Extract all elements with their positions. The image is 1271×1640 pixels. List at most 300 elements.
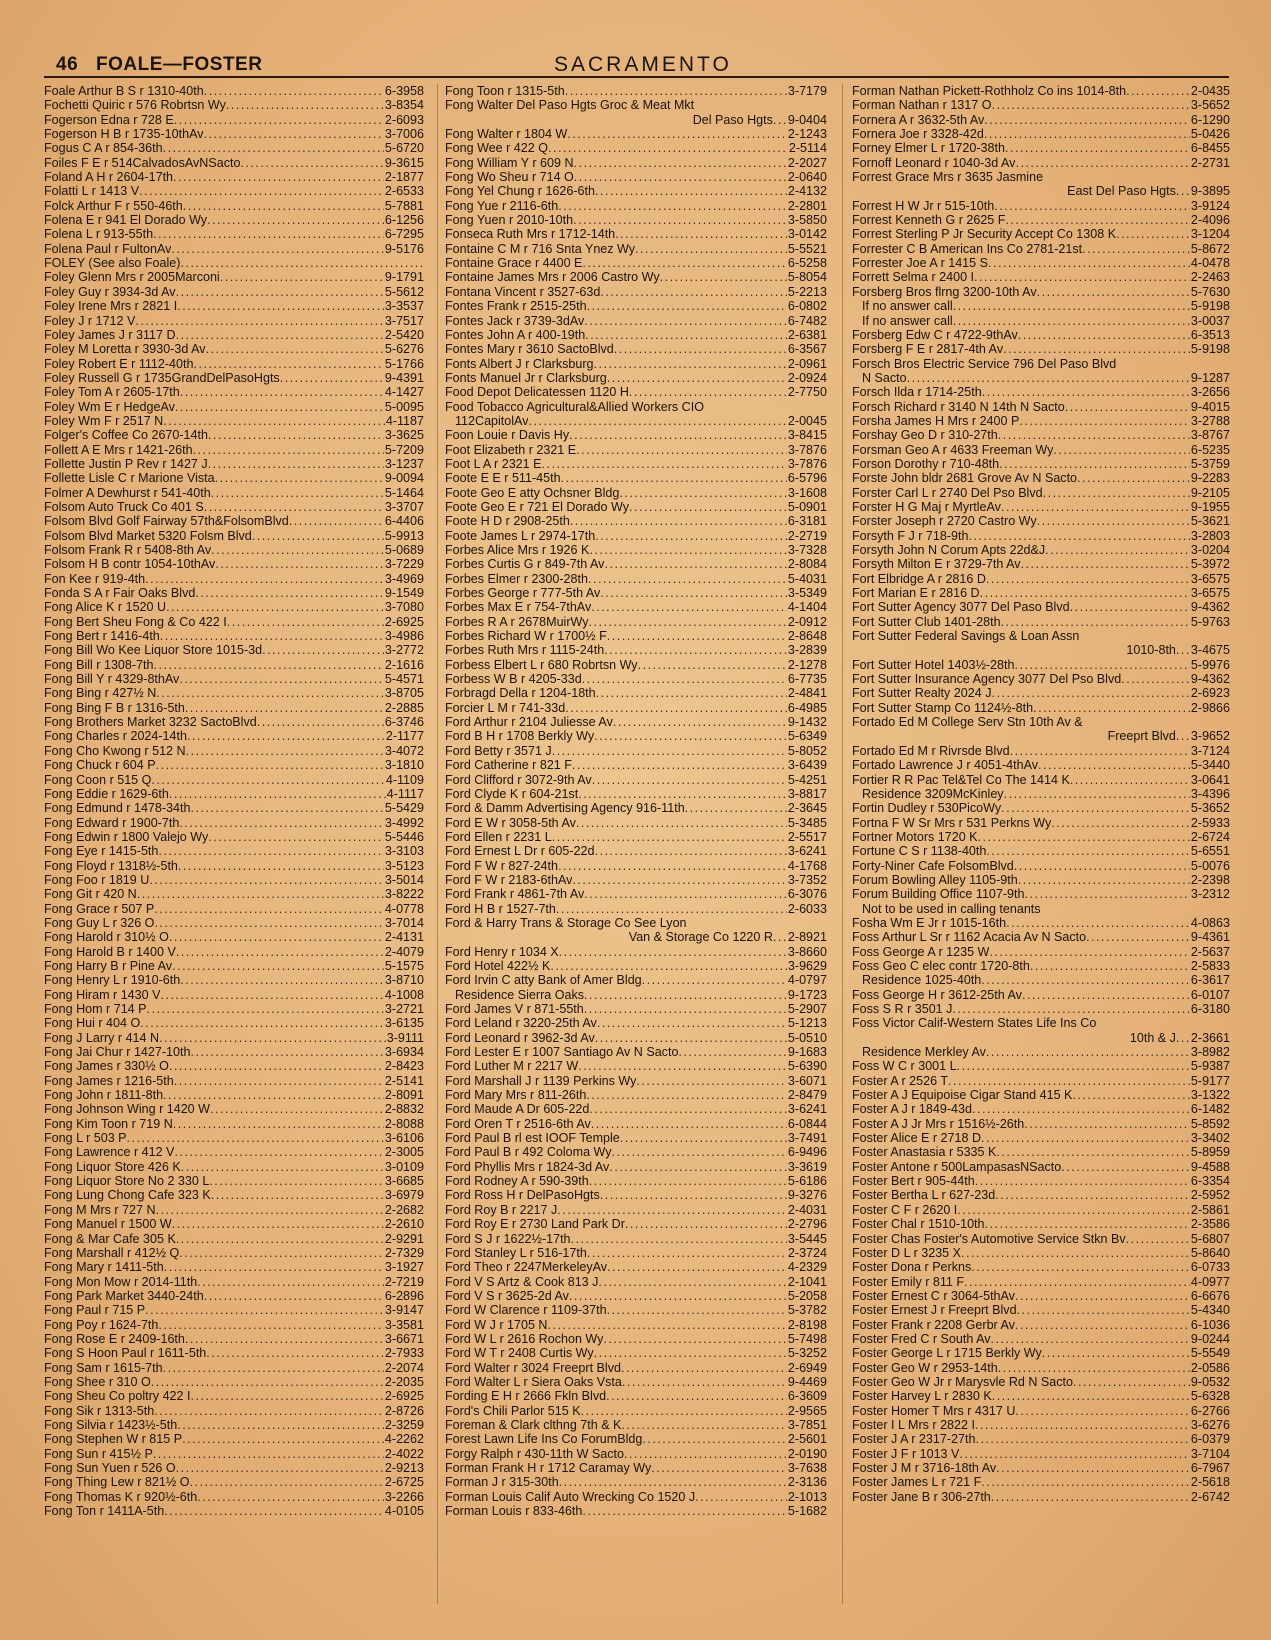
phone-number: 3-8710	[384, 973, 424, 988]
listing-entry	[445, 457, 827, 471]
leader-dots	[629, 500, 787, 514]
leader-dots	[145, 1303, 384, 1317]
leader-dots	[187, 729, 385, 743]
listing-entry	[852, 787, 1230, 801]
leader-dots	[208, 428, 384, 442]
listing-entry	[445, 184, 827, 198]
listing-name: Fong Shee r 310 O	[44, 1374, 151, 1389]
leader-dots	[582, 1504, 787, 1518]
listing-entry	[852, 428, 1230, 442]
listing-name: Fontaine James Mrs r 2006 Castro Wy	[445, 270, 660, 285]
leader-dots	[552, 744, 787, 758]
listing-entry	[852, 127, 1230, 141]
listing-entry	[445, 443, 827, 457]
phone-number: 4-0478	[1190, 256, 1230, 271]
leader-dots	[1024, 1117, 1190, 1131]
listing-entry	[445, 400, 827, 414]
listing-entry	[44, 270, 424, 284]
leader-dots	[584, 314, 787, 328]
phone-number: 9-0244	[1190, 1331, 1230, 1346]
listing-name: Foster George L r 1715 Berkly Wy	[852, 1346, 1042, 1361]
phone-number: 6-7735	[787, 672, 827, 687]
listing-name: Forbes Elmer r 2300-28th	[445, 571, 588, 586]
leader-dots	[968, 529, 1189, 543]
phone-number: 2-5618	[1190, 1475, 1230, 1490]
phone-number: 4-0863	[1190, 915, 1230, 930]
listing-entry	[852, 1045, 1230, 1059]
leader-dots	[972, 1102, 1190, 1116]
phone-number: 6-3958	[384, 84, 424, 98]
listing-name: Ford S J r 1622½-17th	[445, 1231, 571, 1246]
listing-name: Foley Russell G r 1735GrandDelPasoHgts	[44, 370, 280, 385]
listing-name: Ford Rodney A r 590-39th	[445, 1174, 589, 1189]
listing-entry	[445, 816, 827, 830]
listing-entry	[44, 1475, 424, 1489]
phone-number: 6-9496	[787, 1145, 827, 1160]
listing-name: Residence 3209McKinley	[862, 786, 1004, 801]
leader-dots	[159, 1031, 386, 1045]
listing-entry	[445, 586, 827, 600]
listing-entry	[852, 1361, 1230, 1375]
listing-column-2	[445, 84, 827, 1624]
leader-dots	[180, 385, 384, 399]
leader-dots	[177, 299, 384, 313]
phone-number: 3-7014	[384, 915, 424, 930]
leader-dots	[957, 1059, 1190, 1073]
listing-entry	[445, 959, 827, 973]
leader-dots	[591, 600, 787, 614]
phone-number: 3-5445	[787, 1231, 827, 1246]
leader-dots	[981, 973, 1190, 987]
leader-dots	[985, 1217, 1190, 1231]
listing-entry	[445, 830, 827, 844]
listing-name: Fort Elbridge A r 2816 D	[852, 571, 986, 586]
listing-name: Fong & Mar Cafe 305 K	[44, 1231, 176, 1246]
phone-number: 2-7219	[384, 1274, 424, 1289]
leader-dots	[172, 959, 384, 973]
leader-dots	[174, 1074, 384, 1088]
leader-dots	[638, 658, 787, 672]
phone-number: 3-4986	[384, 629, 424, 644]
listing-name: Foley Glenn Mrs r 2005Marconi	[44, 270, 220, 285]
listing-entry	[44, 586, 424, 600]
listing-entry	[852, 1404, 1230, 1418]
listing-entry	[852, 256, 1230, 270]
phone-number: 2-5114	[788, 141, 827, 156]
listing-name: Fong Yue r 2116-6th	[445, 198, 559, 213]
listing-name: Fortado Ed M r Rivrsde Blvd	[852, 743, 1010, 758]
leader-dots	[581, 1404, 787, 1418]
listing-entry	[44, 830, 424, 844]
listing-name: Forcier L M r 741-33d	[445, 700, 566, 715]
leader-dots	[1018, 873, 1190, 887]
listing-entry	[852, 1418, 1230, 1432]
listing-name: Folsom H B contr 1054-10thAv	[44, 557, 216, 572]
phone-number: 6-0802	[787, 299, 827, 314]
leader-dots	[596, 686, 787, 700]
phone-number: 3-7179	[787, 84, 827, 98]
listing-entry	[44, 357, 424, 371]
listing-entry	[852, 887, 1230, 901]
leader-dots	[174, 113, 384, 127]
phone-number: 9-1683	[787, 1045, 827, 1060]
phone-number: 6-3180	[1190, 1002, 1230, 1016]
listing-name: Fong Yel Chung r 1626-6th	[445, 184, 595, 199]
listing-name: Fong Hom r 714 P	[44, 1002, 147, 1016]
phone-number: 2-9565	[787, 1403, 827, 1418]
listing-name: Folena E r 941 El Dorado Wy	[44, 213, 208, 228]
phone-number: 3-7124	[1190, 743, 1230, 758]
phone-number: 5-3440	[1190, 758, 1230, 773]
phone-number: 5-7630	[1190, 284, 1230, 299]
listing-entry	[445, 328, 827, 342]
listing-name: Ford F W r 2183-6thAv	[445, 872, 573, 887]
leader-dots	[589, 1102, 787, 1116]
leader-dots	[607, 1303, 787, 1317]
listing-entry	[852, 1016, 1230, 1030]
listing-name: Fong Mon Mow r 2014-11th	[44, 1274, 198, 1289]
listing-name: Forbes Curtis G r 849-7th Av	[445, 557, 605, 572]
listing-name: Foster Frank r 2208 Gerbr Av	[852, 1317, 1015, 1332]
listing-entry	[445, 629, 827, 643]
phone-number: 6-6676	[1190, 1288, 1230, 1303]
leader-dots	[606, 1389, 787, 1403]
leader-dots	[600, 1188, 787, 1202]
phone-number: 3-3103	[384, 844, 424, 859]
listing-name: Fong Marshall r 412½ Q	[44, 1245, 180, 1260]
phone-number: 3-0641	[1190, 772, 1230, 787]
phone-number: 2-6742	[1190, 1489, 1230, 1504]
listing-entry	[44, 141, 424, 155]
leader-dots	[986, 572, 1190, 586]
listing-name: Forbess W B r 4205-33d	[445, 672, 582, 687]
leader-dots	[984, 113, 1190, 127]
listing-name: Foster I L Mrs r 2822 I	[852, 1417, 975, 1432]
listing-entry	[445, 357, 827, 371]
leader-dots	[621, 1361, 787, 1375]
listing-entry	[44, 1074, 424, 1088]
leader-dots	[981, 1475, 1190, 1489]
listing-name: Fort Sutter Hotel 1403½-28th	[852, 657, 1015, 672]
listing-entry	[445, 486, 827, 500]
leader-dots	[176, 945, 384, 959]
leader-dots	[180, 973, 384, 987]
leader-dots	[991, 98, 1189, 112]
leader-dots	[140, 1016, 384, 1030]
phone-number: 3-2266	[384, 1489, 424, 1504]
listing-entry	[44, 1160, 424, 1174]
listing-name: Ford Hotel 422½ K	[445, 958, 551, 973]
leader-dots	[252, 529, 384, 543]
listing-entry	[852, 1074, 1230, 1088]
phone-number: 5-5446	[384, 829, 424, 844]
leader-dots	[160, 629, 384, 643]
phone-number: 2-2801	[787, 198, 827, 213]
listing-entry	[445, 385, 827, 399]
listing-entry	[852, 988, 1230, 1002]
listing-entry	[445, 1447, 827, 1461]
leader-dots	[1176, 643, 1190, 657]
phone-number: 6-7295	[384, 227, 424, 242]
listing-entry	[44, 672, 424, 686]
listing-name: Ford Catherine r 821 F	[445, 758, 572, 773]
phone-number: 5-1213	[787, 1016, 827, 1031]
listing-name: Fonts Manuel Jr r Clarksburg	[445, 370, 607, 385]
listing-name: Ford Henry r 1034 X	[445, 944, 559, 959]
listing-entry	[445, 887, 827, 901]
phone-number: 2-6925	[384, 614, 424, 629]
listing-entry	[852, 1289, 1230, 1303]
listing-name: Foster Fred C r South Av	[852, 1331, 991, 1346]
listing-name: Forman Louis Calif Auto Wrecking Co 1520 J	[445, 1489, 696, 1504]
phone-number: 3-7638	[787, 1461, 827, 1475]
listing-entry	[445, 729, 827, 743]
listing-name: Ford Walter r 3024 Freeprt Blvd	[445, 1360, 621, 1375]
header-rule	[44, 76, 1229, 78]
listing-entry	[445, 543, 827, 557]
listing-name: Fong Alice K r 1520 U	[44, 600, 167, 615]
listing-entry	[44, 945, 424, 959]
listing-entry	[44, 1389, 424, 1403]
listing-entry	[852, 170, 1230, 184]
listing-name: Fong Stephen W r 815 P	[44, 1432, 183, 1447]
listing-name: Fong J Larry r 414 N	[44, 1030, 160, 1045]
listing-name: Fogerson Edna r 728 E	[44, 112, 174, 127]
phone-number: 5-6720	[384, 141, 424, 156]
phone-number: 5-3252	[787, 1346, 827, 1361]
listing-entry	[445, 572, 827, 586]
listing-entry	[445, 242, 827, 256]
leader-dots	[975, 1174, 1190, 1188]
leader-dots	[582, 672, 787, 686]
listing-entry	[44, 342, 424, 356]
leader-dots	[978, 830, 1190, 844]
leader-dots	[582, 256, 787, 270]
leader-dots	[1021, 557, 1190, 571]
phone-number: 2-1243	[787, 127, 827, 142]
phone-number: 2-2682	[384, 1202, 424, 1217]
leader-dots	[995, 1188, 1190, 1202]
listing-entry	[852, 1389, 1230, 1403]
leader-dots	[604, 643, 787, 657]
leader-dots	[558, 199, 787, 213]
listing-entry	[445, 844, 827, 858]
leader-dots	[556, 902, 787, 916]
phone-number: 3-5349	[787, 586, 827, 601]
listing-name: Forshay Geo D r 310-27th	[852, 428, 998, 443]
leader-dots	[595, 184, 787, 198]
leader-dots	[1072, 1088, 1190, 1102]
listing-entry	[852, 184, 1230, 198]
phone-number: 2-5637	[1190, 944, 1230, 959]
listing-entry	[852, 529, 1230, 543]
listing-entry	[44, 113, 424, 127]
phone-number: 9-0094	[384, 471, 424, 486]
listing-entry	[852, 1217, 1230, 1231]
leader-dots	[589, 615, 787, 629]
listing-entry	[44, 686, 424, 700]
leader-dots	[959, 1447, 1190, 1461]
listing-entry	[445, 1432, 827, 1446]
phone-number: 2-3005	[384, 1145, 424, 1160]
leader-dots	[1077, 471, 1190, 485]
leader-dots	[137, 887, 384, 901]
leader-dots	[197, 1275, 384, 1289]
listing-name: Fontes John A r 400-19th	[445, 327, 586, 342]
phone-number: 6-4985	[787, 700, 827, 715]
leader-dots	[208, 457, 384, 471]
phone-number: 9-5176	[384, 241, 424, 256]
leader-dots	[1037, 514, 1190, 528]
phone-number: 3-1204	[1190, 227, 1230, 242]
phone-number: 9-4469	[787, 1374, 827, 1389]
listing-entry	[852, 414, 1230, 428]
listing-name: 1010-8th	[1126, 643, 1176, 658]
listing-entry	[445, 500, 827, 514]
leader-dots	[612, 1145, 787, 1159]
listing-entry	[44, 715, 424, 729]
phone-number: 6-3513	[1190, 327, 1230, 342]
listing-entry	[445, 1203, 827, 1217]
listing-name: Ford W L r 2616 Rochon Wy	[445, 1331, 604, 1346]
phone-number: 5-0426	[1190, 127, 1230, 142]
leader-dots	[1001, 500, 1190, 514]
phone-number: 3-4992	[384, 815, 424, 830]
phone-number: 6-3617	[1190, 973, 1230, 988]
phone-number: 3-8222	[384, 887, 424, 902]
leader-dots	[158, 1318, 384, 1332]
listing-entry	[852, 1375, 1230, 1389]
leader-dots	[220, 270, 384, 284]
listing-entry	[852, 1303, 1230, 1317]
listing-name: Forrester Joe A r 1415 S	[852, 256, 988, 271]
listing-entry	[44, 1375, 424, 1389]
listing-entry	[44, 285, 424, 299]
leader-dots	[289, 514, 384, 528]
listing-entry	[44, 213, 424, 227]
leader-dots	[998, 1361, 1190, 1375]
phone-number: 2-3645	[787, 801, 827, 816]
listing-name: Foon Louie r Davis Hy	[445, 428, 570, 443]
listing-name: Fong Rose E r 2409-16th	[44, 1331, 185, 1346]
listing-name: Fogus C A r 854-36th	[44, 141, 163, 156]
listing-entry	[44, 615, 424, 629]
leader-dots	[1042, 1346, 1190, 1360]
phone-number: 3-8415	[787, 428, 827, 443]
listing-entry	[44, 758, 424, 772]
listing-entry	[445, 414, 827, 428]
phone-number: 6-1482	[1190, 1102, 1230, 1117]
leader-dots	[550, 959, 787, 973]
listing-name: Del Paso Hgts	[692, 112, 773, 127]
phone-number: 3-1927	[384, 1260, 424, 1275]
leader-dots	[204, 84, 384, 98]
phone-number: 3-8705	[384, 686, 424, 701]
listing-name: Foster Dona r Perkns	[852, 1260, 972, 1275]
listing-entry	[852, 443, 1230, 457]
leader-dots	[158, 844, 384, 858]
listing-entry	[852, 314, 1230, 328]
leader-dots	[996, 1145, 1190, 1159]
phone-number: 6-2896	[384, 1288, 424, 1303]
listing-name: Fong Sik r 1313-5th	[44, 1403, 155, 1418]
listing-entry	[852, 643, 1230, 657]
phone-number: 2-5861	[1190, 1202, 1230, 1217]
phone-number: 2-3661	[1190, 1030, 1230, 1045]
listing-entry	[852, 572, 1230, 586]
listing-name: Foster Homer T Mrs r 4317 U	[852, 1403, 1016, 1418]
listing-name: Fong L r 503 P	[44, 1131, 127, 1146]
listing-entry	[44, 471, 424, 485]
listing-name: Ford Stanley L r 516-17th	[445, 1245, 587, 1260]
listing-entry	[852, 1145, 1230, 1159]
listing-name: Follette Lisle C r Marione Vista	[44, 471, 215, 486]
listing-entry	[44, 1332, 424, 1346]
listing-name: Fong William Y r 609 N	[445, 155, 574, 170]
phone-number: 4-0105	[384, 1504, 424, 1519]
leader-dots	[164, 1504, 384, 1518]
listing-entry	[852, 1346, 1230, 1360]
listing-entry	[44, 973, 424, 987]
leader-dots	[156, 1203, 384, 1217]
listing-entry	[445, 744, 827, 758]
listing-entry	[852, 830, 1230, 844]
phone-number: 3-1810	[384, 758, 424, 773]
phone-number: 2-5933	[1190, 815, 1230, 830]
phone-number: 5-8959	[1190, 1145, 1230, 1160]
listing-name: Forbes Richard W r 1700½ F	[445, 629, 607, 644]
listing-name: Foote H D r 2908-25th	[445, 514, 570, 529]
listing-name: Foley Irene Mrs r 2821 I	[44, 299, 178, 314]
phone-number: 5-2058	[787, 1288, 827, 1303]
listing-name: Folsom Auto Truck Co 401 S	[44, 499, 204, 514]
phone-number: 3-4396	[1190, 786, 1230, 801]
phone-number: 3-5652	[1190, 98, 1230, 113]
listing-entry	[445, 1045, 827, 1059]
listing-name: Fong Henry L r 1910-6th	[44, 973, 181, 988]
listing-entry	[44, 1432, 424, 1446]
listing-name: Fong Thomas K r 920½-6th	[44, 1489, 198, 1504]
listing-entry	[445, 1375, 827, 1389]
phone-number: 5-4571	[384, 672, 424, 687]
leader-dots	[195, 586, 384, 600]
phone-number: 2-0961	[787, 356, 827, 371]
listing-entry	[445, 945, 827, 959]
leader-dots	[1045, 543, 1190, 557]
phone-number: 2-8921	[787, 930, 827, 945]
listing-entry	[852, 1188, 1230, 1202]
listing-name: Foote Geo E atty Ochsner Bldg	[445, 485, 620, 500]
phone-number: 3-6135	[384, 1016, 424, 1031]
listing-entry	[852, 113, 1230, 127]
listing-name: Ford E W r 3058-5th Av	[445, 815, 576, 830]
listing-name: Forum Bowling Alley 1105-9th	[852, 872, 1018, 887]
phone-number: 2-8726	[384, 1403, 424, 1418]
listing-entry	[852, 486, 1230, 500]
leader-dots	[597, 1016, 787, 1030]
listing-entry	[445, 342, 827, 356]
listing-entry	[445, 199, 827, 213]
leader-dots	[991, 1332, 1190, 1346]
listing-entry	[445, 98, 827, 112]
phone-number: 9-1791	[384, 270, 424, 285]
phone-number: 6-3567	[787, 342, 827, 357]
leader-dots	[1126, 84, 1190, 98]
listing-name: Ford W T r 2408 Curtis Wy	[445, 1346, 594, 1361]
phone-number: 6-8455	[1190, 141, 1230, 156]
listing-entry	[445, 113, 827, 127]
leader-dots	[629, 385, 787, 399]
